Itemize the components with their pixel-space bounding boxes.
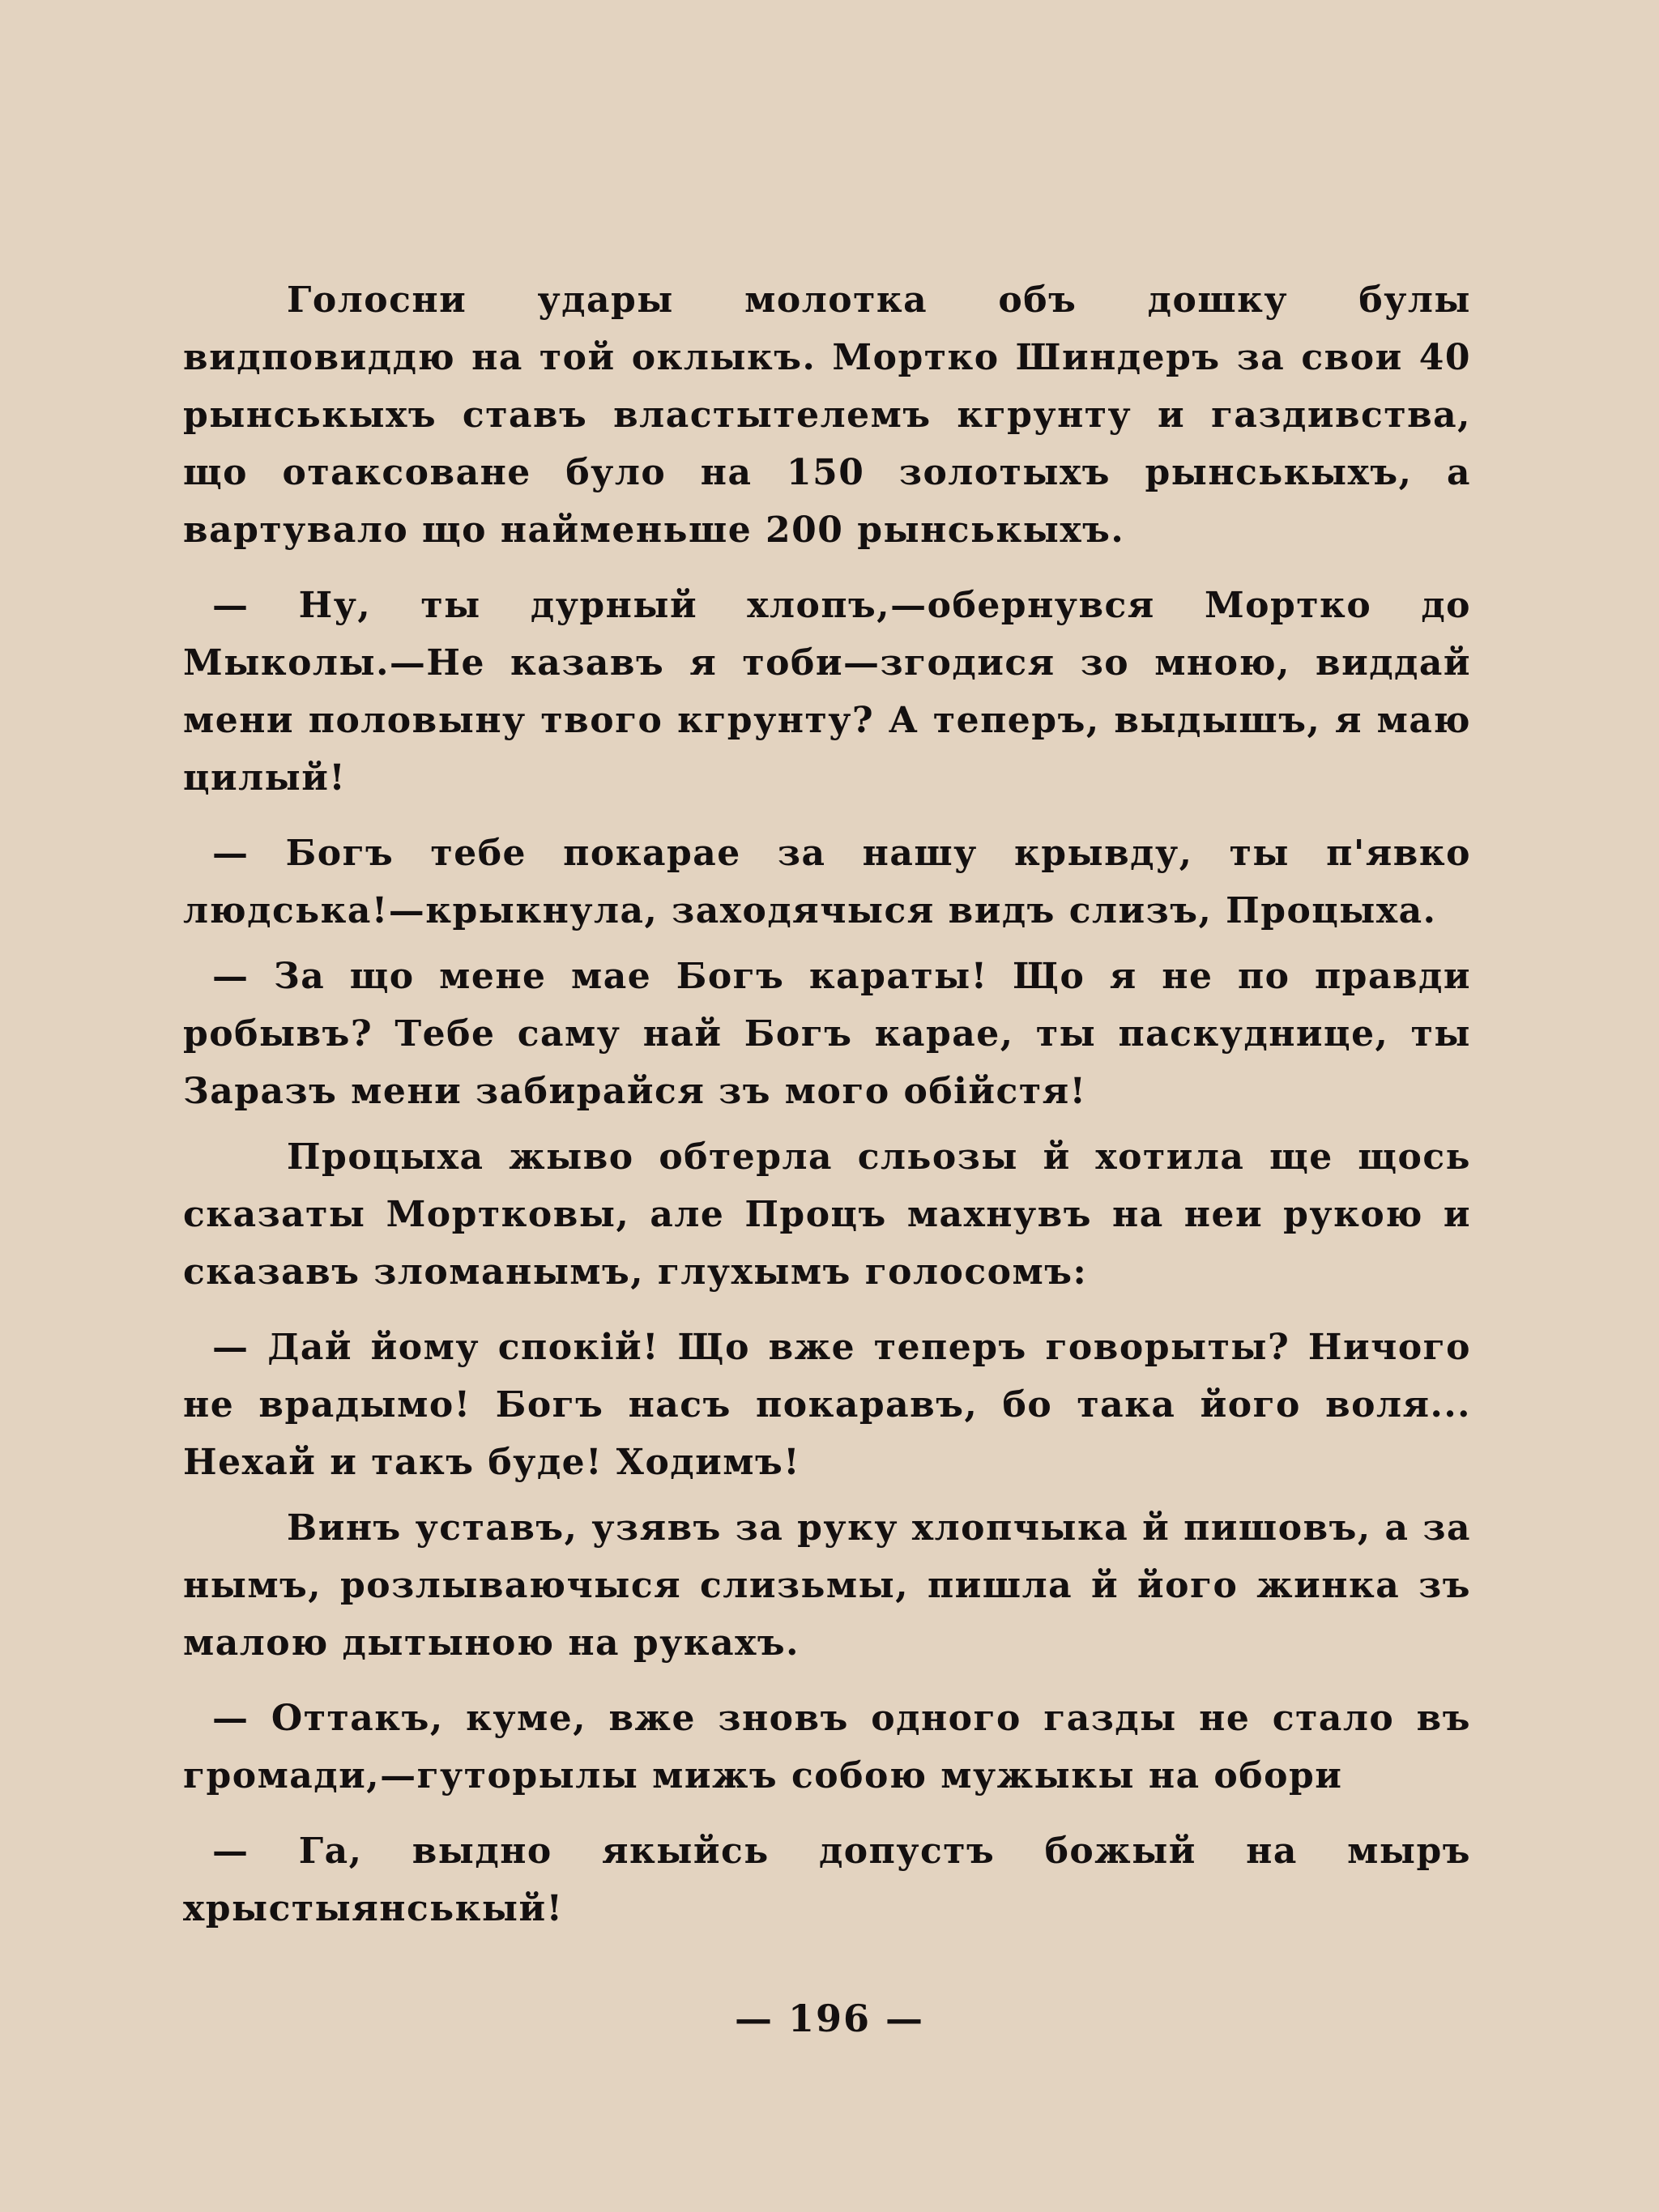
paragraph-9: — Га, выдно якыйсь допустъ божый на мыръ хрыстыянськый! bbox=[183, 1831, 1471, 1929]
paragraph-6: — Дай йому спокій! Що вже теперъ говорыты? Ничого не врадымо! Богъ насъ покаравъ, бо така його воля... Нехай и такъ буде! Ходимъ! bbox=[183, 1327, 1471, 1483]
paragraph-3: — Богъ тебе покарае за нашу крывду, ты п'явко людська!—крыкнула, заходячыся видъ слизъ, Процыха. bbox=[183, 833, 1471, 931]
paragraph-5: Процыха жыво обтерла сльозы й хотила ще щось сказаты Мортковы, але Процъ махнувъ на неи рукою и сказавъ зломанымъ, глухымъ голосомъ: bbox=[183, 1136, 1471, 1293]
page-body bbox=[183, 271, 1471, 1937]
paragraph-7: Винъ уставъ, узявъ за руку хлопчыка й пишовъ, а за нымъ, розлываючыся слизьмы, пишла й його жинка зъ малою дытыною на рукахъ. bbox=[183, 1507, 1471, 1664]
paragraph-4: — За що мене мае Богъ караты! Що я не по правди робывъ? Тебе саму най Богъ карае, ты паскуднице, ты Заразъ мени забирайся зъ мого обійстя! bbox=[183, 956, 1471, 1112]
paragraph-2: — Ну, ты дурный хлопъ,—обернувся Мортко до Мыколы.—Не казавъ я тоби—згодися зо мною, виддай мени половыну твого кгрунту? А теперъ, выдышъ, я маю цилый! bbox=[183, 585, 1471, 799]
paragraph-8: — Оттакъ, куме, вже зновъ одного газды не стало въ громади,—гуторылы мижъ собою мужыкы на обори bbox=[183, 1698, 1471, 1796]
paragraph-1: Голосни удары молотка объ дошку булы видповиддю на той оклыкъ. Мортко Шиндеръ за свои 40 рынськыхъ ставъ властытелемъ кгрунту и газдивства, що отаксоване було на 150 золотыхъ рынськыхъ, а вартувало що найменьше 200 рынськыхъ. bbox=[183, 279, 1471, 551]
page-number: — 196 — bbox=[734, 1997, 925, 2040]
